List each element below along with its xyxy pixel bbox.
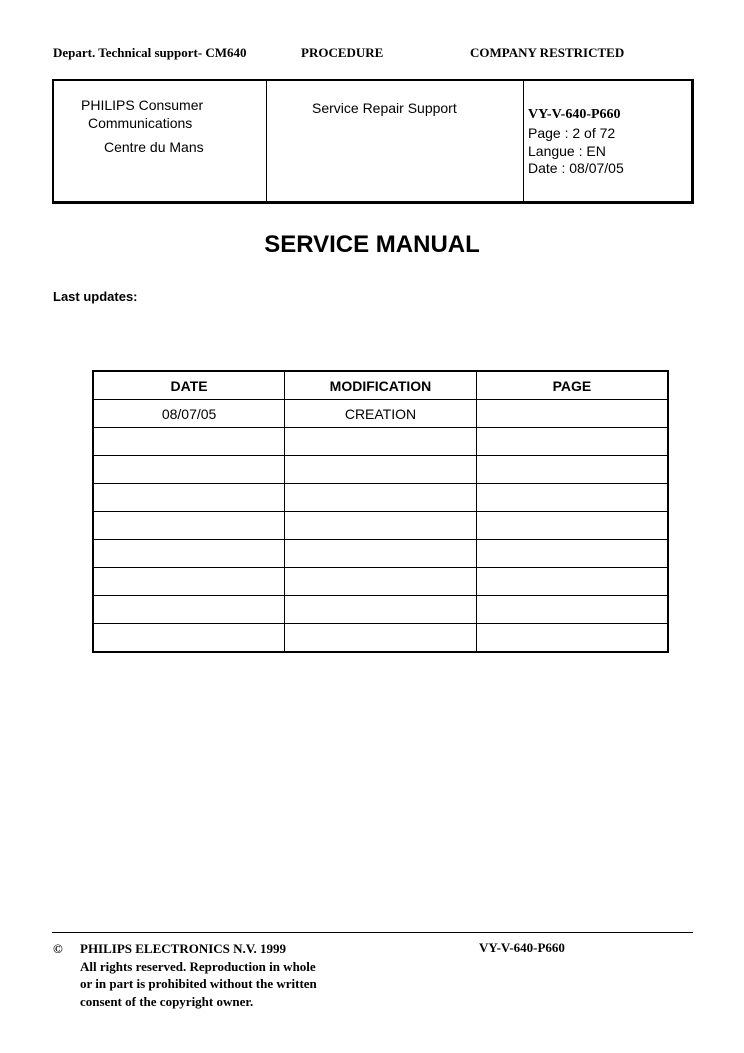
table-row — [93, 512, 668, 540]
procedure-cell — [267, 81, 524, 201]
cell-modification: CREATION — [285, 400, 477, 428]
cell-date — [93, 512, 285, 540]
updates-table — [92, 370, 669, 653]
document-type-label: PROCEDURE — [301, 45, 384, 60]
copyright-line-3: or in part is prohibited without the written — [80, 976, 317, 991]
cell-page — [476, 624, 668, 653]
header-date: DATE — [93, 371, 285, 400]
cell-page — [476, 456, 668, 484]
last-updates-label: Last updates: — [53, 289, 138, 304]
copyright-line-4: consent of the copyright owner. — [80, 993, 254, 1009]
cell-date — [93, 428, 285, 456]
cell-date — [93, 568, 285, 596]
cell-modification — [285, 624, 477, 653]
table-row — [93, 540, 668, 568]
table-row — [93, 456, 668, 484]
cell-page — [476, 568, 668, 596]
copyright-line-2: All rights reserved. Reproduction in whole — [80, 958, 316, 974]
procedure-title: Service Repair Support — [312, 100, 457, 116]
company-line-2: Communications — [88, 115, 193, 131]
cell-modification — [285, 596, 477, 624]
cell-page — [476, 512, 668, 540]
reference-code: VY-V-640-P660 — [528, 107, 621, 122]
cell-date: 08/07/05 — [93, 400, 285, 428]
page-header — [53, 45, 693, 63]
cell-modification — [285, 484, 477, 512]
copyright-notice — [53, 940, 317, 1010]
copyright-icon: © — [53, 941, 63, 956]
date: Date : 08/07/05 — [528, 160, 624, 176]
table-row — [93, 484, 668, 512]
cell-modification — [285, 540, 477, 568]
classification-label: COMPANY RESTRICTED — [470, 45, 625, 60]
table-row — [93, 568, 668, 596]
table-row — [93, 428, 668, 456]
department-label: Depart. Technical support- CM640 — [53, 45, 247, 60]
table-row — [93, 596, 668, 624]
footer-divider — [52, 932, 693, 933]
copyright-line-1: PHILIPS ELECTRONICS N.V. 1999 — [80, 941, 287, 956]
cell-date — [93, 596, 285, 624]
header-modification: MODIFICATION — [285, 371, 477, 400]
cell-modification — [285, 428, 477, 456]
table-header-row — [93, 371, 668, 400]
cell-page — [476, 428, 668, 456]
cell-date — [93, 484, 285, 512]
cell-page — [476, 400, 668, 428]
cell-modification — [285, 568, 477, 596]
cell-date — [93, 456, 285, 484]
cell-page — [476, 540, 668, 568]
cell-date — [93, 540, 285, 568]
reference-cell — [524, 81, 691, 201]
company-line-1: PHILIPS Consumer — [81, 97, 204, 113]
cell-date — [93, 624, 285, 653]
footer-reference: VY-V-640-P660 — [479, 940, 565, 955]
language: Langue : EN — [528, 143, 606, 159]
table-row — [93, 624, 668, 653]
info-box — [52, 79, 694, 204]
page-count: Page : 2 of 72 — [528, 125, 616, 141]
table-row — [93, 400, 668, 428]
cell-page — [476, 484, 668, 512]
company-line-3: Centre du Mans — [104, 139, 204, 155]
cell-modification — [285, 512, 477, 540]
cell-modification — [285, 456, 477, 484]
document-title: SERVICE MANUAL — [264, 231, 480, 258]
cell-page — [476, 596, 668, 624]
header-page: PAGE — [476, 371, 668, 400]
company-cell — [54, 81, 267, 201]
